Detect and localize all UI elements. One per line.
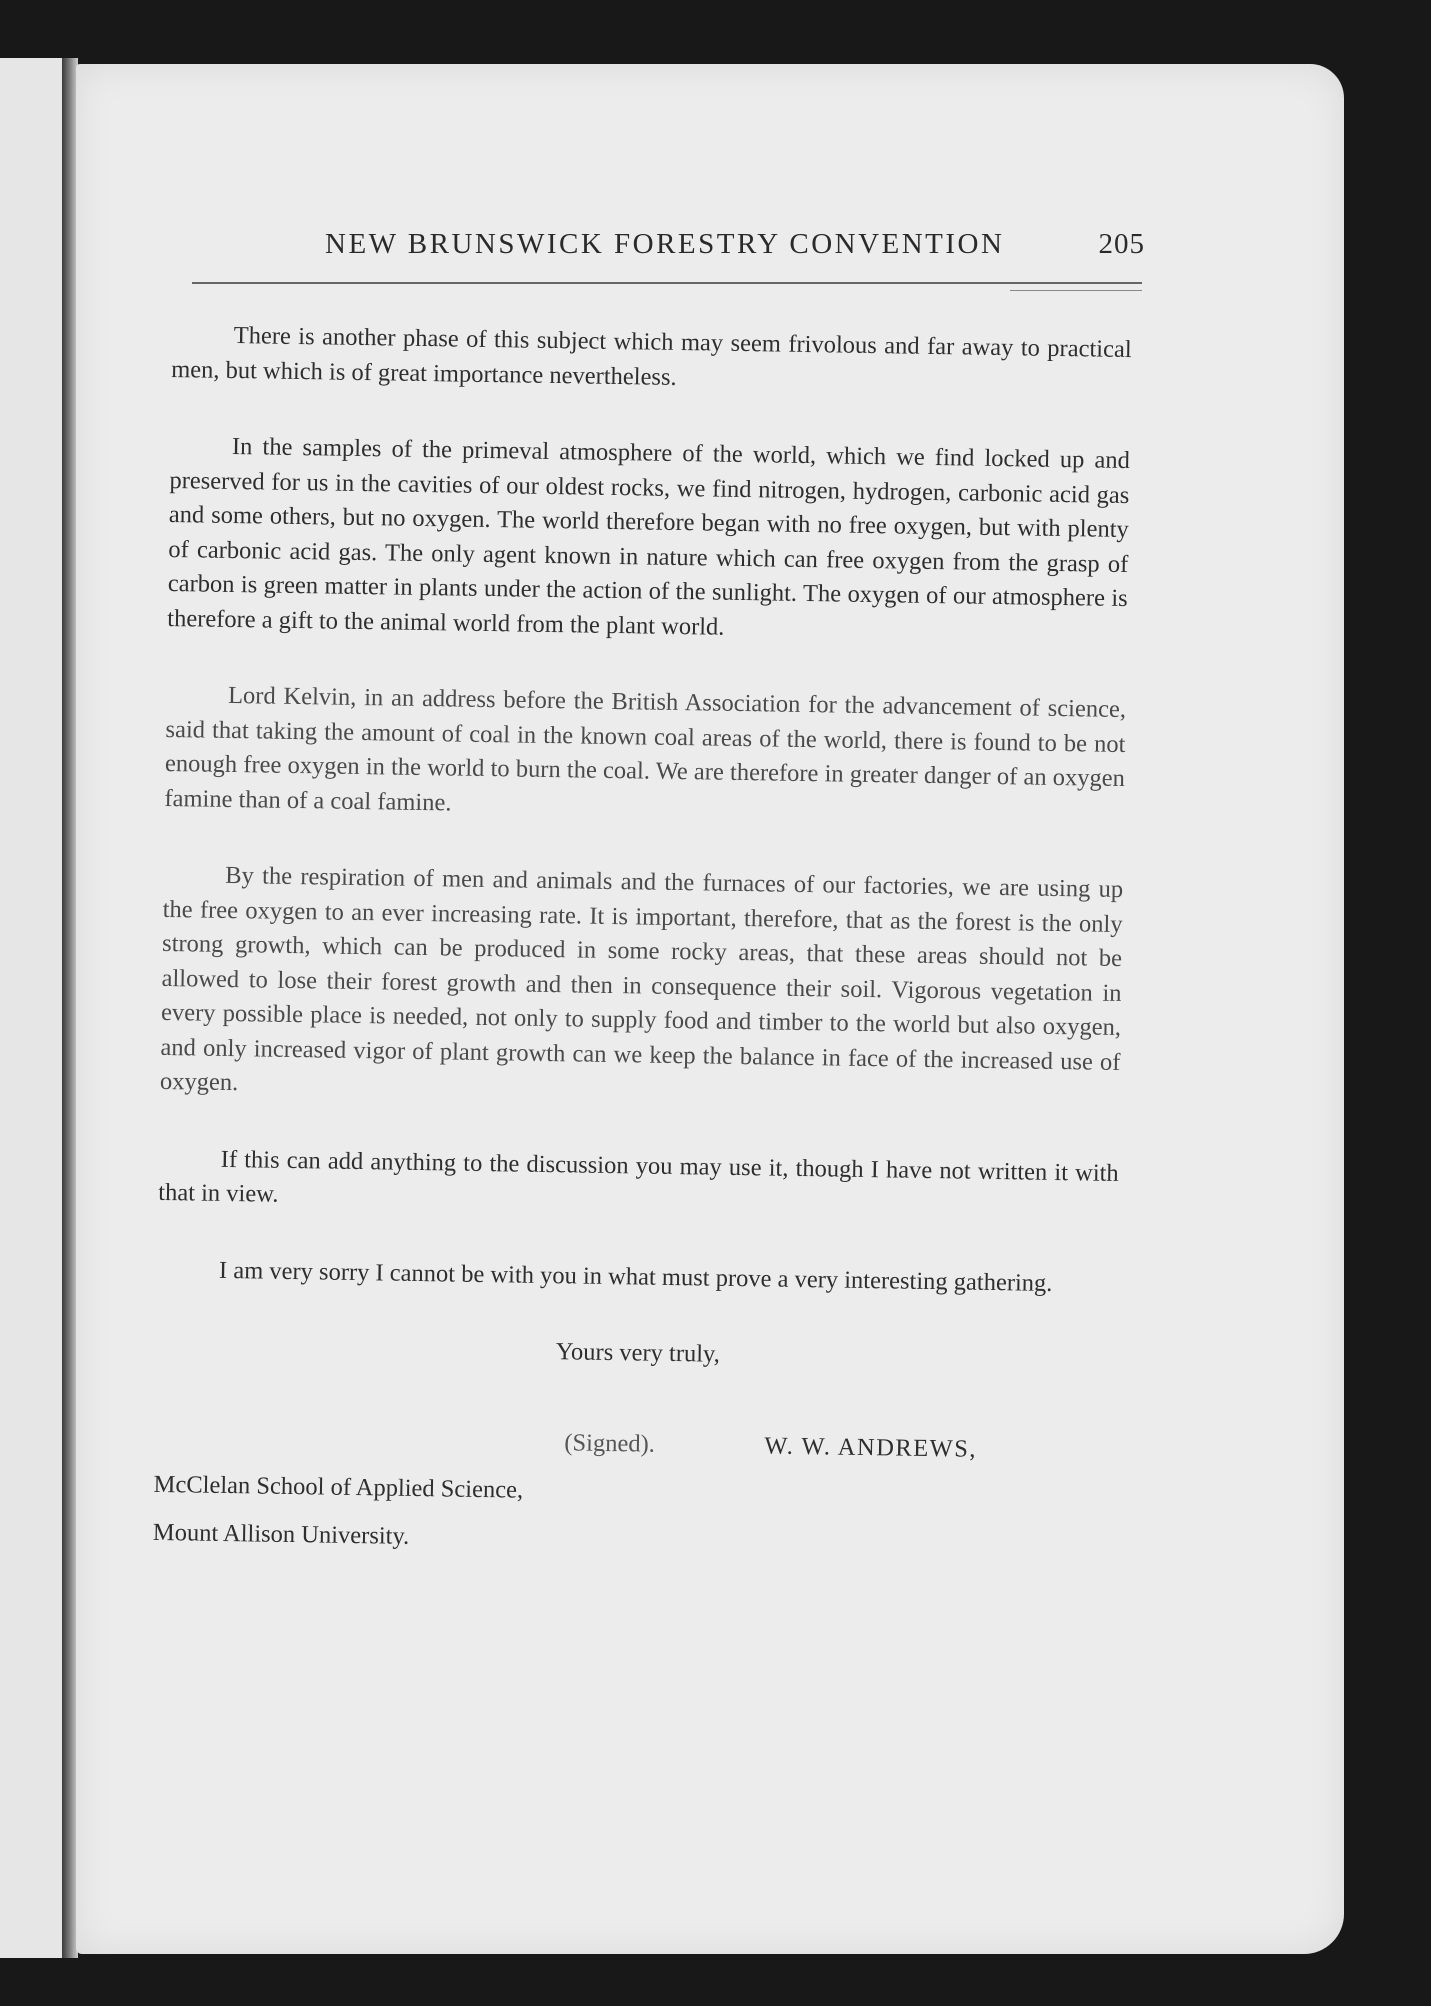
paragraph: I am very sorry I cannot be with you in what must prove a very interesting gathering. — [218, 1256, 1053, 1297]
letter-body — [152, 318, 1131, 1579]
paragraph: If this can add anything to the discussion you may use it, though I have not written it with that in view. — [158, 1145, 1119, 1208]
signed-label: (Signed). — [564, 1428, 656, 1458]
page-header — [325, 228, 1145, 261]
paragraph: In the samples of the primeval atmosphere of the world, which we find locked up and preserved for us in the cavities of our oldest rocks, we find nitrogen, hydrogen, carbonic acid gas and some others, but no oxygen. The world therefore began with no free oxygen, but with plenty of carbonic acid gas. The only agent known in nature which can free oxygen from the grasp of carbon is green matter in plants under the action of the sunlight. The oxygen of our atmosphere is therefore a gift to the animal world from the plant world. — [167, 432, 1131, 641]
paragraph: Lord Kelvin, in an address before the British Association for the advancement of science, said that taking the amount of coal in the known coal areas of the world, there is found to be not enough free oxygen in the world to burn the coal. We are therefore in greater danger of an oxygen famine than of a coal famine. — [164, 681, 1127, 816]
header-rule-secondary — [1010, 290, 1142, 291]
valediction: Yours very truly, — [555, 1338, 721, 1368]
signatory-institution: McClelan School of Applied Science, — [153, 1470, 524, 1504]
signatory-university: Mount Allison University. — [152, 1518, 410, 1550]
signatory-name: W. W. ANDREWS, — [764, 1431, 978, 1463]
page-number: 205 — [1098, 228, 1145, 260]
header-rule — [192, 282, 1142, 284]
paragraph: By the respiration of men and animals and the furnaces of our factories, we are using up the free oxygen to an ever increasing rate. It is important, therefore, that as the forest is the only strong growth, which can be produced in some rocky areas, that these areas should not be allowed to lose their forest growth and then in consequence their soil. Vigorous vegetation in every possible place is needed, not only to supply food and timber to the world but also oxygen, and only increased vigor of plant growth can we keep the balance in face of the increased use of oxygen. — [159, 861, 1124, 1097]
running-title: NEW BRUNSWICK FORESTRY CONVENTION — [325, 228, 1005, 260]
paragraph: There is another phase of this subject which may seem frivolous and far away to practical men, but which is of great importance nevertheless. — [170, 321, 1132, 391]
signature-line — [154, 1419, 1115, 1474]
